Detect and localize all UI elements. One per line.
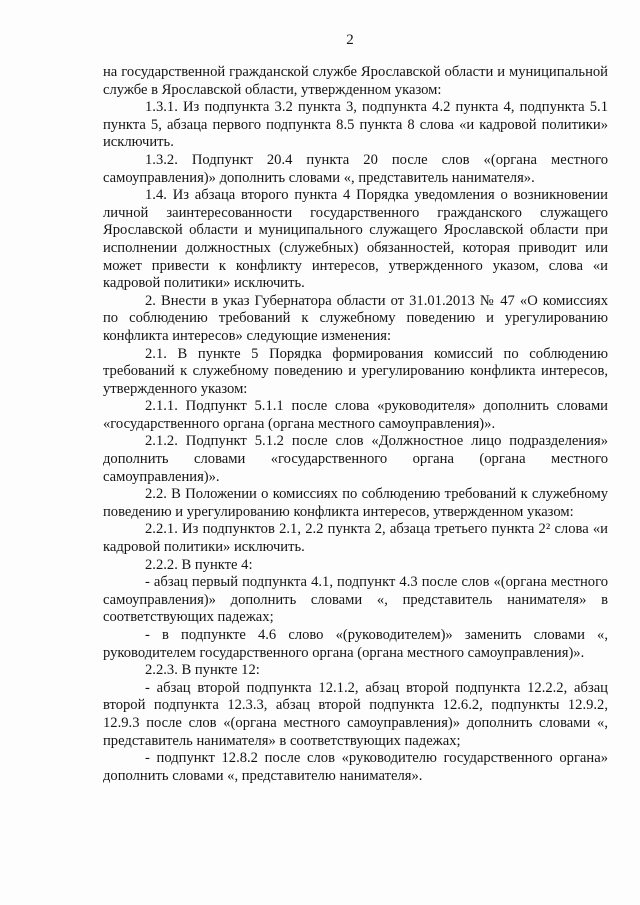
paragraph-2-1: 2.1. В пункте 5 Порядка формирования комиссий по соблюдению требований к служебному поведению и урегулированию конфликта интересов, утвержденного указом: [103,345,608,397]
list-item: - в подпункте 4.6 слово «(руководителем)» заменить словами «, руководителем государственного органа (органа местного самоуправления)». [103,627,608,661]
paragraph-1-4: 1.4. Из абзаца второго пункта 4 Порядка уведомления о возникновении личной заинтересованности государственного гражданского служащего Ярославской области и муниципального служащего Ярославской области при исполнении должностных (служебных) обязанностей, которая приводит или может привести к конфликту интересов, утвержденного указом, слова «и кадровой политики» исключить. [103,187,608,292]
list-item: - подпункт 12.8.2 после слов «руководителю государственного органа» дополнить словами «, представителю нанимателя». [103,750,608,784]
page-number: 2 [346,32,354,48]
document-body [103,64,608,785]
list-item: - абзац второй подпункта 12.1.2, абзац второй подпункта 12.2.2, абзац второй подпункта 12.3.3, абзац второй подпункта 12.6.2, подпункты 12.9.2, 12.9.3 после слов «(органа местного самоуправления)» дополнить словами «, представитель нанимателя» в соответствующих падежах; [103,679,608,749]
paragraph-2-2-1: 2.2.1. Из подпунктов 2.1, 2.2 пункта 2, абзаца третьего пункта 2² слова «и кадровой политики» исключить. [103,521,608,556]
paragraph-2-1-2: 2.1.2. Подпункт 5.1.2 после слов «Должностное лицо подразделения» дополнить словами «государственного органа (органа местного самоуправления)». [103,433,608,485]
paragraph-2-2-3: 2.2.3. В пункте 12: [145,662,260,679]
paragraph-2-2: 2.2. В Положении о комиссиях по соблюдению требований к служебному поведению и урегулированию конфликта интересов, утвержденном указом: [103,486,608,520]
paragraph-continuation: на государственной гражданской службе Ярославской области и муниципальной службе в Ярославской области, утвержденном указом: [103,64,608,98]
list-item: - абзац первый подпункта 4.1, подпункт 4.3 после слов «(органа местного самоуправления)» дополнить словами «, представитель нанимателя» в соответствующих падежах; [103,574,608,626]
paragraph-2-2-2: 2.2.2. В пункте 4: [145,556,253,573]
paragraph-2: 2. Внести в указ Губернатора области от 31.01.2013 № 47 «О комиссиях по соблюдению требований к служебному поведению и урегулированию конфликта интересов» следующие изменения: [103,292,608,344]
paragraph-2-1-1: 2.1.1. Подпункт 5.1.1 после слова «руководителя» дополнить словами «государственного органа (органа местного самоуправления)». [103,398,608,432]
paragraph-1-3-1: 1.3.1. Из подпункта 3.2 пункта 3, подпункта 4.2 пункта 4, подпункта 5.1 пункта 5, абзаца первого подпункта 8.5 пункта 8 слова «и кадровой политики» исключить. [103,99,608,151]
paragraph-1-3-2: 1.3.2. Подпункт 20.4 пункта 20 после слов «(органа местного самоуправления)» дополнить словами «, представитель нанимателя». [103,151,608,186]
